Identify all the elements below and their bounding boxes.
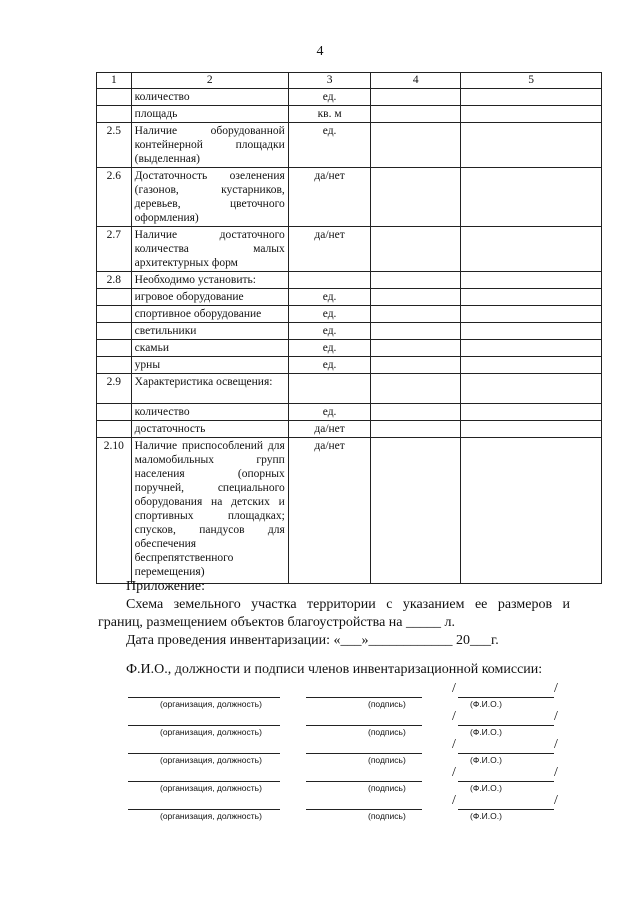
row-unit: ед. (288, 357, 371, 374)
fio-line (458, 724, 554, 726)
signature-row (0, 737, 640, 776)
sign-line (306, 752, 422, 754)
row-value-col5 (461, 357, 602, 374)
org-line (128, 780, 280, 782)
fio-caption: (Ф.И.О.) (470, 811, 502, 821)
row-unit: да/нет (288, 438, 371, 584)
row-value-col5 (461, 306, 602, 323)
row-number (97, 306, 132, 323)
table-row (97, 306, 602, 323)
row-unit (288, 374, 371, 404)
table-row (97, 227, 602, 272)
table-row (97, 106, 602, 123)
fio-caption: (Ф.И.О.) (470, 699, 502, 709)
sign-line (306, 780, 422, 782)
row-value-col4 (371, 106, 461, 123)
row-name: скамьи (131, 340, 288, 357)
org-line (128, 752, 280, 754)
row-value-col4 (371, 168, 461, 227)
fio-slash-left: / (452, 737, 456, 752)
table-row (97, 374, 602, 404)
row-value-col5 (461, 89, 602, 106)
table-row (97, 421, 602, 438)
inventory-date: Дата проведения инвентаризации: «___»____________ 20___г. (126, 633, 499, 648)
row-value-col5 (461, 272, 602, 289)
row-value-col4 (371, 323, 461, 340)
row-unit: да/нет (288, 421, 371, 438)
row-name: светильники (131, 323, 288, 340)
org-caption: (организация, должность) (160, 727, 262, 737)
row-name: Наличие приспособлений для маломобильных групп населения (опорных поручней, специального оборудования на детских и спортивных площадках; спусков, пандусов для обеспечения беспрепятственного перемещения) (131, 438, 288, 584)
sign-caption: (подпись) (368, 783, 406, 793)
fio-slash-right: / (554, 681, 558, 696)
row-value-col4 (371, 227, 461, 272)
fio-line (458, 780, 554, 782)
row-name: спортивное оборудование (131, 306, 288, 323)
fio-slash-right: / (554, 765, 558, 780)
column-header: 4 (371, 73, 461, 89)
org-caption: (организация, должность) (160, 755, 262, 765)
row-value-col5 (461, 106, 602, 123)
fio-slash-right: / (554, 709, 558, 724)
row-value-col5 (461, 404, 602, 421)
row-value-col5 (461, 421, 602, 438)
row-number (97, 404, 132, 421)
row-value-col5 (461, 323, 602, 340)
appendix-scheme-line-2: границ, размещением объектов благоустройства на _____ л. (98, 615, 455, 630)
row-value-col4 (371, 340, 461, 357)
table-row (97, 89, 602, 106)
org-line (128, 696, 280, 698)
row-value-col5 (461, 289, 602, 306)
row-unit: кв. м (288, 106, 371, 123)
row-value-col4 (371, 421, 461, 438)
row-name: достаточность (131, 421, 288, 438)
row-value-col4 (371, 272, 461, 289)
fio-line (458, 808, 554, 810)
fio-slash-right: / (554, 793, 558, 808)
fio-slash-left: / (452, 681, 456, 696)
row-value-col5 (461, 227, 602, 272)
row-number: 2.9 (97, 374, 132, 404)
row-unit: ед. (288, 306, 371, 323)
table-row (97, 357, 602, 374)
appendix-label: Приложение: (126, 579, 206, 594)
row-name: Наличие достаточного количества малых архитектурных форм (131, 227, 288, 272)
row-value-col5 (461, 438, 602, 584)
fio-slash-left: / (452, 765, 456, 780)
row-name: площадь (131, 106, 288, 123)
sign-caption: (подпись) (368, 755, 406, 765)
fio-caption: (Ф.И.О.) (470, 727, 502, 737)
commission-title: Ф.И.О., должности и подписи членов инвентаризационной комиссии: (126, 662, 543, 677)
row-number: 2.6 (97, 168, 132, 227)
row-value-col5 (461, 340, 602, 357)
table-row (97, 438, 602, 584)
row-number (97, 421, 132, 438)
row-unit: да/нет (288, 227, 371, 272)
column-header: 1 (97, 73, 132, 89)
fio-line (458, 752, 554, 754)
sign-caption: (подпись) (368, 727, 406, 737)
row-unit: да/нет (288, 168, 371, 227)
table-row (97, 272, 602, 289)
row-number (97, 106, 132, 123)
row-name: Достаточность озеленения (газонов, кустарников, деревьев, цветочного оформления) (131, 168, 288, 227)
row-value-col4 (371, 404, 461, 421)
row-unit: ед. (288, 404, 371, 421)
page-number: 4 (316, 44, 324, 59)
org-caption: (организация, должность) (160, 811, 262, 821)
row-number: 2.8 (97, 272, 132, 289)
table-row (97, 289, 602, 306)
org-caption: (организация, должность) (160, 783, 262, 793)
org-caption: (организация, должность) (160, 699, 262, 709)
row-number (97, 289, 132, 306)
signature-row (0, 681, 640, 720)
org-line (128, 724, 280, 726)
row-value-col4 (371, 289, 461, 306)
row-number: 2.10 (97, 438, 132, 584)
row-value-col4 (371, 438, 461, 584)
sign-caption: (подпись) (368, 699, 406, 709)
sign-line (306, 696, 422, 698)
fio-slash-left: / (452, 793, 456, 808)
table-row (97, 404, 602, 421)
inventory-table (96, 72, 602, 584)
row-unit: ед. (288, 89, 371, 106)
row-number: 2.5 (97, 123, 132, 168)
table-row (97, 168, 602, 227)
column-header: 5 (461, 73, 602, 89)
row-unit: ед. (288, 123, 371, 168)
row-unit: ед. (288, 289, 371, 306)
row-number (97, 89, 132, 106)
row-value-col4 (371, 123, 461, 168)
row-value-col4 (371, 374, 461, 404)
row-name: Характеристика освещения: (131, 374, 288, 404)
fio-slash-right: / (554, 737, 558, 752)
sign-line (306, 724, 422, 726)
table-body (97, 89, 602, 584)
row-name: игровое оборудование (131, 289, 288, 306)
appendix (126, 578, 566, 596)
row-name: количество (131, 404, 288, 421)
fio-slash-left: / (452, 709, 456, 724)
table-row (97, 123, 602, 168)
row-name: Наличие оборудованной контейнерной площадки (выделенная) (131, 123, 288, 168)
org-line (128, 808, 280, 810)
row-number (97, 357, 132, 374)
row-number (97, 323, 132, 340)
fio-caption: (Ф.И.О.) (470, 755, 502, 765)
row-unit: ед. (288, 340, 371, 357)
table-row (97, 323, 602, 340)
row-unit (288, 272, 371, 289)
row-unit: ед. (288, 323, 371, 340)
appendix-scheme-line: Схема земельного участка территории с указанием ее размеров и (126, 597, 570, 612)
row-number (97, 340, 132, 357)
row-value-col5 (461, 123, 602, 168)
signature-row (0, 765, 640, 804)
fio-caption: (Ф.И.О.) (470, 783, 502, 793)
row-value-col5 (461, 168, 602, 227)
sign-caption: (подпись) (368, 811, 406, 821)
table-header-row (97, 73, 602, 89)
row-name: Необходимо установить: (131, 272, 288, 289)
row-value-col4 (371, 89, 461, 106)
column-header: 2 (131, 73, 288, 89)
row-name: урны (131, 357, 288, 374)
sign-line (306, 808, 422, 810)
table-row (97, 340, 602, 357)
row-number: 2.7 (97, 227, 132, 272)
row-value-col5 (461, 374, 602, 404)
signature-row (0, 709, 640, 748)
row-value-col4 (371, 357, 461, 374)
row-name: количество (131, 89, 288, 106)
fio-line (458, 696, 554, 698)
row-value-col4 (371, 306, 461, 323)
column-header: 3 (288, 73, 371, 89)
signature-row (0, 793, 640, 832)
